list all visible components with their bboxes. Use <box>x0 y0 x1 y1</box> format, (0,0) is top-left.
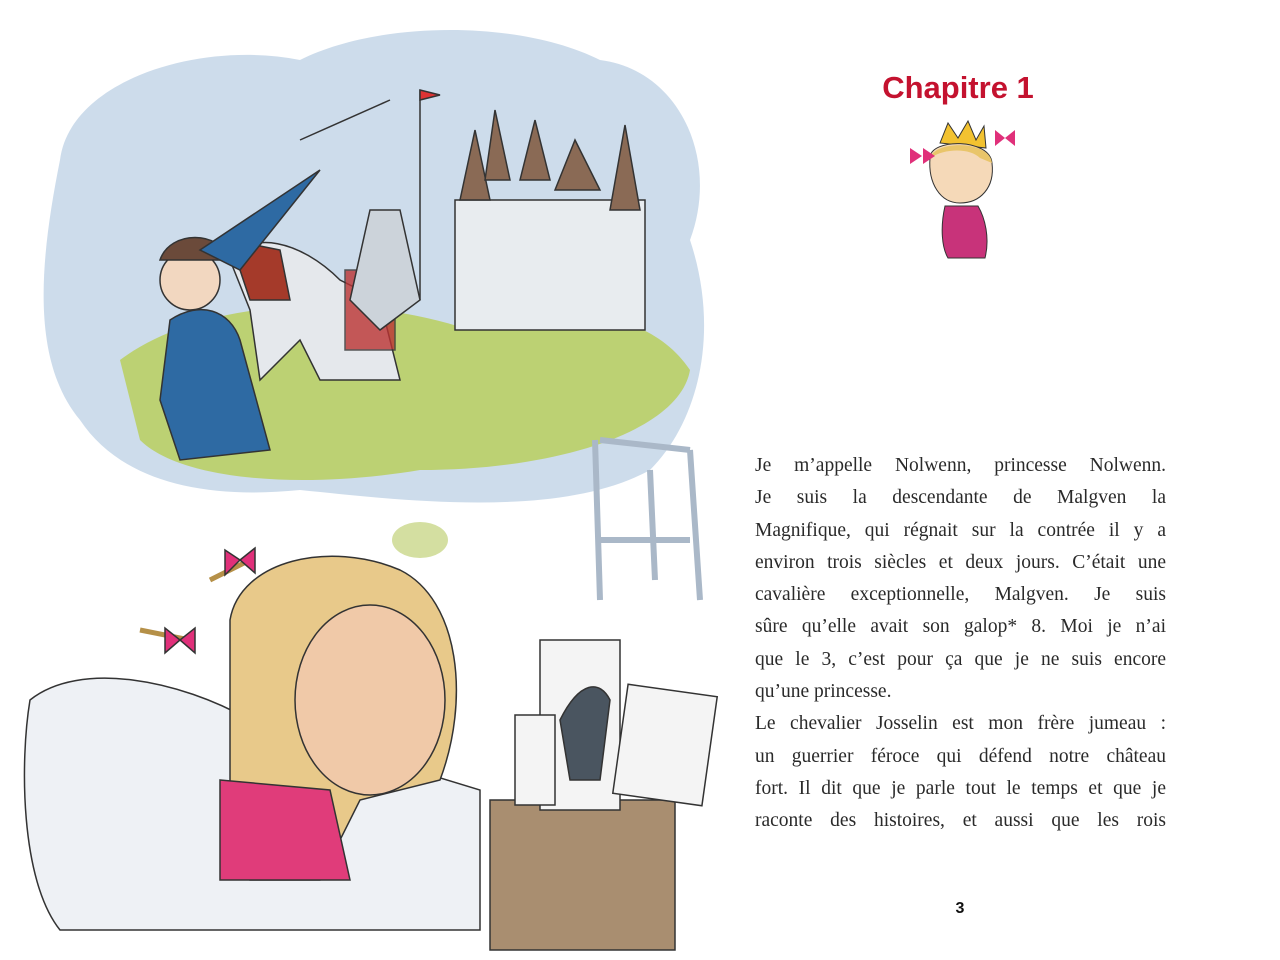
text-line: Le chevalier Josselin est mon frère jumeau : <box>755 713 1166 735</box>
text-line: qu’une princesse. <box>755 681 892 703</box>
text-line: Je suis la descendante de Malgven la <box>755 487 1166 509</box>
text-line: Je m’appelle Nolwenn, princesse Nolwenn. <box>755 455 1166 476</box>
girl-reading <box>24 548 480 930</box>
chapter-title: Chapitre 1 <box>882 70 1034 105</box>
page-number: 3 <box>955 900 965 917</box>
story-text <box>755 450 1166 838</box>
text-line: un guerrier féroce qui défend notre château <box>755 745 1166 767</box>
text-line: sûre qu’elle avait son galop* 8. Moi je n’ai <box>755 616 1166 638</box>
princess-vignette <box>900 118 1020 263</box>
text-line: que le 3, c’est pour ça que je ne suis encore <box>755 648 1166 670</box>
horse-photos <box>490 640 717 950</box>
text-line: cavalière exceptionnelle, Malgven. Je suis <box>755 584 1166 606</box>
text-line: fort. Il dit que je parle tout le temps et que je <box>755 777 1166 799</box>
text-line: environ trois siècles et deux jours. C’était une <box>755 551 1166 573</box>
text-line: raconte des histoires, et aussi que les rois <box>755 810 1166 832</box>
text-line: Magnifique, qui régnait sur la contrée il y a <box>755 519 1166 541</box>
